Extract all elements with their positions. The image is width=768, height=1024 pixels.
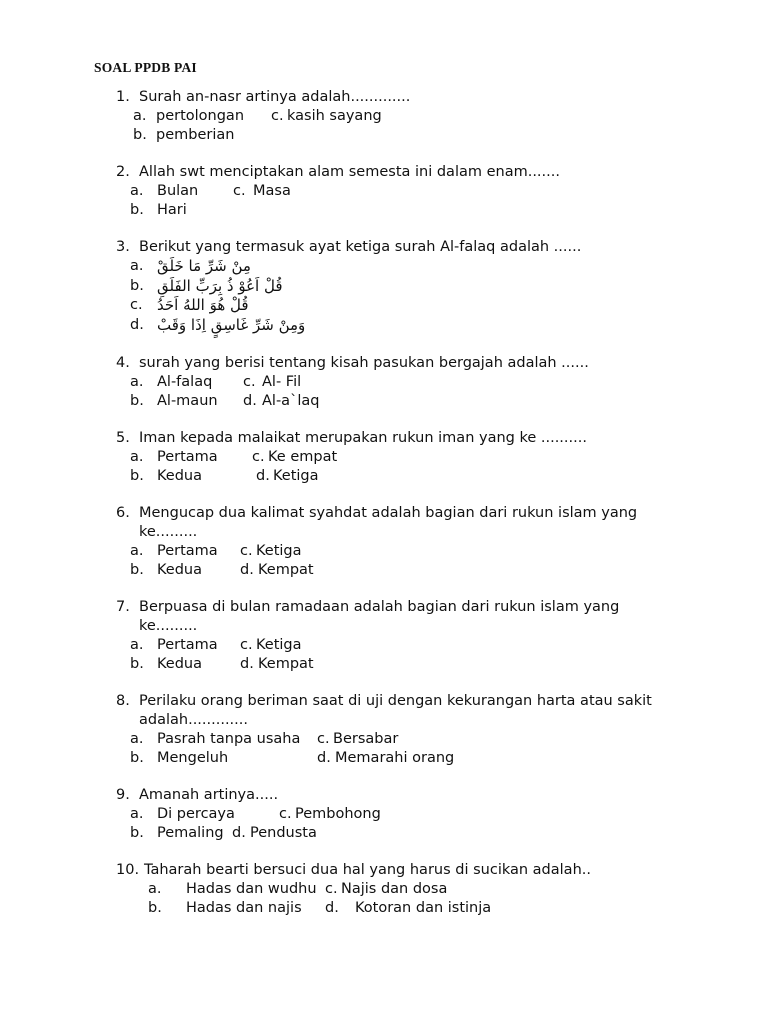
question-text: Mengucap dua kalimat syahdat adalah bagian dari rukun islam yang — [139, 505, 638, 522]
option-text: Pembohong — [295, 806, 381, 823]
option-label: d. — [243, 392, 257, 409]
option-text: Mengeluh — [157, 749, 229, 766]
option-label: c. — [240, 542, 253, 559]
option-text: Ke empat — [268, 448, 338, 465]
option-label: c. — [317, 730, 330, 747]
option-label: c. — [325, 881, 338, 898]
option-row — [0, 182, 768, 201]
question-text: Iman kepada malaikat merupakan rukun iman yang ke .......... — [139, 430, 587, 447]
question-8 — [0, 692, 768, 767]
question-number: 8. — [116, 693, 130, 710]
option-label: b. — [130, 201, 144, 218]
option-label: d. — [130, 316, 144, 333]
option-label: a. — [130, 448, 144, 465]
option-label: c. — [271, 107, 284, 124]
option-text: Pertama — [157, 636, 218, 653]
option-text: Al-a`laq — [262, 392, 320, 409]
question-5 — [0, 429, 768, 485]
option-row — [0, 107, 768, 126]
option-label: a. — [148, 881, 162, 898]
option-label: d. — [325, 900, 339, 917]
document-title: SOAL PPDB PAI — [94, 60, 197, 75]
question-6 — [0, 504, 768, 579]
option-arabic-text: مِنْ شَرِّ مَا خَلَقْ — [157, 257, 251, 276]
option-text: Al- Fil — [262, 373, 302, 390]
option-label: b. — [133, 126, 147, 143]
option-row — [0, 201, 768, 220]
option-row — [0, 749, 768, 768]
option-row — [0, 296, 768, 316]
option-text: Al-falaq — [157, 373, 213, 390]
option-text: Pemaling — [157, 824, 224, 841]
question-number: 1. — [116, 89, 130, 105]
question-text-continued: ke......... — [139, 524, 198, 541]
question-text: Amanah artinya..... — [139, 787, 279, 804]
option-label: d. — [232, 824, 246, 841]
option-label: a. — [130, 542, 144, 559]
option-label: c. — [130, 297, 143, 314]
question-text: Allah swt menciptakan alam semesta ini dalam enam....... — [139, 164, 560, 181]
question-text-continued: ke......... — [139, 618, 198, 635]
option-text: Hari — [157, 201, 187, 218]
question-text: Perilaku orang beriman saat di uji dengan kekurangan harta atau sakit — [139, 693, 652, 710]
option-label: b. — [130, 561, 144, 578]
option-label: b. — [130, 467, 144, 484]
option-text: Ketiga — [256, 542, 302, 559]
option-label: d. — [317, 749, 331, 766]
option-label: a. — [130, 182, 144, 199]
question-7 — [0, 598, 768, 673]
option-row — [0, 316, 768, 336]
option-text: Kotoran dan istinja — [355, 900, 492, 917]
question-2 — [0, 163, 768, 219]
question-10 — [0, 861, 768, 917]
question-number: 10. — [116, 862, 140, 879]
option-text: Bersabar — [333, 730, 399, 747]
option-text: Bulan — [157, 182, 199, 199]
question-text: Berpuasa di bulan ramadaan adalah bagian dari rukun islam yang — [139, 599, 620, 616]
option-label: b. — [130, 655, 144, 672]
option-label: d. — [256, 467, 270, 484]
option-row — [0, 542, 768, 561]
option-arabic-text: قُلْ هُوَ اللهُ اَحَدُ — [157, 296, 249, 315]
option-text: pertolongan — [156, 107, 245, 124]
question-9 — [0, 786, 768, 842]
question-number: 9. — [116, 787, 130, 804]
option-text: Ketiga — [256, 636, 302, 653]
option-row — [0, 899, 768, 918]
option-row — [0, 805, 768, 824]
question-4 — [0, 354, 768, 410]
option-label: c. — [233, 182, 246, 199]
option-text: Pasrah tanpa usaha — [157, 730, 301, 747]
option-text: Al-maun — [157, 392, 218, 409]
question-number: 5. — [116, 430, 130, 447]
option-row — [0, 880, 768, 899]
question-number: 6. — [116, 505, 130, 522]
option-row — [0, 277, 768, 297]
option-text: Kempat — [258, 561, 314, 578]
option-text: Hadas dan najis — [186, 900, 302, 917]
question-text: Surah an-nasr artinya adalah............. — [139, 89, 411, 105]
option-label: b. — [130, 749, 144, 766]
option-label: a. — [130, 373, 144, 390]
question-list — [0, 88, 768, 937]
question-text: Berikut yang termasuk ayat ketiga surah Al-falaq adalah ...... — [139, 239, 582, 256]
option-label: a. — [130, 258, 144, 275]
option-text: Di percaya — [157, 806, 235, 823]
option-label: a. — [130, 636, 144, 653]
question-number: 7. — [116, 599, 130, 616]
option-text: Kedua — [157, 467, 202, 484]
option-text: Pertama — [157, 448, 218, 465]
option-label: d. — [240, 655, 254, 672]
option-text: Memarahi orang — [335, 749, 455, 766]
option-row — [0, 824, 768, 843]
option-text: kasih sayang — [287, 107, 382, 124]
option-label: b. — [130, 392, 144, 409]
question-1 — [0, 88, 768, 144]
option-row — [0, 448, 768, 467]
question-number: 2. — [116, 164, 130, 181]
option-text: Kedua — [157, 561, 202, 578]
option-label: c. — [252, 448, 265, 465]
option-row — [0, 373, 768, 392]
option-arabic-text: قُلْ اَعُوْ ذُ بِرَبِّ الفَلَقِ — [157, 276, 283, 295]
question-text: Taharah bearti bersuci dua hal yang harus di sucikan adalah.. — [144, 862, 591, 879]
question-text: surah yang berisi tentang kisah pasukan bergajah adalah ...... — [139, 354, 589, 371]
option-label: a. — [133, 107, 147, 124]
question-number: 3. — [116, 239, 130, 256]
option-row — [0, 392, 768, 411]
option-label: a. — [130, 806, 144, 823]
question-3 — [0, 238, 768, 335]
option-label: c. — [240, 636, 253, 653]
option-text: Masa — [253, 182, 291, 199]
option-row — [0, 126, 768, 145]
question-number: 4. — [116, 354, 130, 371]
option-text: pemberian — [156, 126, 235, 143]
option-text: Pertama — [157, 542, 218, 559]
option-row — [0, 730, 768, 749]
question-text-continued: adalah............. — [139, 712, 248, 729]
option-row — [0, 655, 768, 674]
option-text: Hadas dan wudhu — [186, 881, 317, 898]
option-row — [0, 257, 768, 277]
option-text: Kedua — [157, 655, 202, 672]
option-label: c. — [279, 806, 292, 823]
option-row — [0, 467, 768, 486]
option-label: c. — [243, 373, 256, 390]
option-label: b. — [148, 900, 162, 917]
option-text: Ketiga — [273, 467, 319, 484]
option-row — [0, 636, 768, 655]
option-text: Kempat — [258, 655, 314, 672]
option-label: b. — [130, 824, 144, 841]
option-arabic-text: وَمِنْ شَرِّ غَاسِقٍ اِذَا وَقَبْ — [157, 315, 306, 334]
option-label: d. — [240, 561, 254, 578]
option-label: b. — [130, 277, 144, 294]
option-text: Najis dan dosa — [341, 881, 448, 898]
option-row — [0, 561, 768, 580]
option-label: a. — [130, 730, 144, 747]
option-text: Pendusta — [250, 824, 317, 841]
